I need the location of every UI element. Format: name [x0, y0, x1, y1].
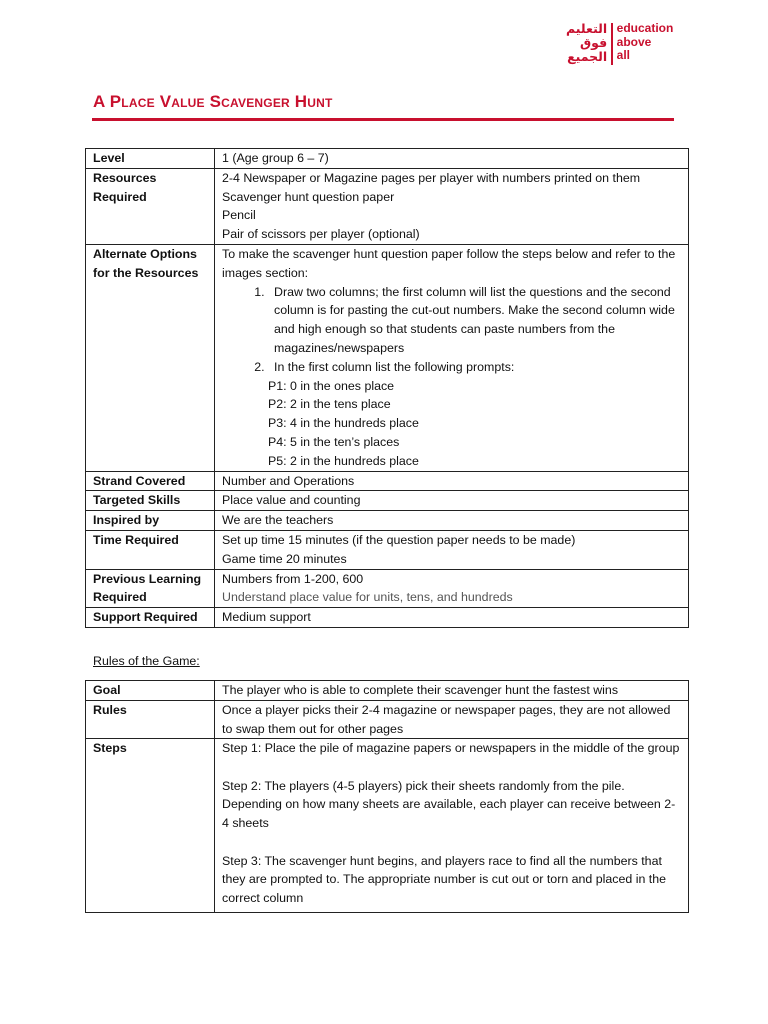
- logo-english-line: above: [616, 34, 652, 49]
- logo-arabic-text: [566, 22, 611, 66]
- logo-english-line: all: [616, 48, 630, 62]
- row-label-strand: Strand Covered: [86, 471, 215, 491]
- table-row: [86, 149, 689, 169]
- table-row: [86, 471, 689, 491]
- step-spacer: [222, 908, 681, 912]
- row-value-skills: Place value and counting: [215, 491, 689, 511]
- row-value-resources: [215, 168, 689, 244]
- row-label-inspired: Inspired by: [86, 511, 215, 531]
- step-spacer: [222, 758, 681, 777]
- row-label-time: Time Required: [86, 530, 215, 569]
- logo-english-text: [613, 22, 674, 66]
- row-value-support: Medium support: [215, 608, 689, 628]
- resource-item: Pencil: [222, 208, 256, 223]
- step-item: Step 2: The players (4-5 players) pick their sheets randomly from the pile. Depending on how many sheets are available, each player can receive between 2-4 sheets: [222, 778, 676, 831]
- prompt-item: P1: 0 in the ones place: [268, 378, 395, 393]
- alternate-steps-list: [222, 283, 681, 377]
- row-value-time: [215, 530, 689, 569]
- row-label-alternate: Alternate Options for the Resources: [86, 244, 215, 471]
- row-value-goal: The player who is able to complete their scavenger hunt the fastest wins: [215, 681, 689, 701]
- row-value-steps: [215, 739, 689, 913]
- logo-arabic-line: فوق: [579, 35, 608, 50]
- table-row: [86, 530, 689, 569]
- logo-english-line: education: [616, 21, 674, 35]
- row-label-support: Support Required: [86, 608, 215, 628]
- time-item: Set up time 15 minutes (if the question paper needs to be made): [222, 532, 576, 547]
- row-label-level: Level: [86, 149, 215, 169]
- table-row: [86, 700, 689, 739]
- prompt-list: [222, 377, 681, 471]
- step-item: Step 1: Place the pile of magazine papers or newspapers in the middle of the group: [222, 741, 680, 756]
- logo-arabic-line: الجميع: [567, 49, 608, 64]
- time-item: Game time 20 minutes: [222, 551, 347, 566]
- table-row: [86, 569, 689, 608]
- rules-table: [85, 680, 689, 913]
- resource-item: Pair of scissors per player (optional): [222, 227, 420, 242]
- resource-item: 2-4 Newspaper or Magazine pages per player with numbers printed on them: [222, 170, 641, 185]
- step-spacer: [222, 833, 681, 852]
- row-value-alternate: [215, 244, 689, 471]
- previous-item: Understand place value for units, tens, and hundreds: [222, 590, 513, 605]
- row-label-resources: Resources Required: [86, 168, 215, 244]
- row-value-inspired: We are the teachers: [215, 511, 689, 531]
- resource-item: Scavenger hunt question paper: [222, 189, 395, 204]
- row-label-previous: Previous Learning Required: [86, 569, 215, 608]
- table-row: [86, 681, 689, 701]
- prompt-item: P4: 5 in the ten’s places: [268, 434, 400, 449]
- table-row: [86, 491, 689, 511]
- alternate-intro: To make the scavenger hunt question paper follow the steps below and refer to the images section:: [222, 246, 676, 280]
- prompt-item: P5: 2 in the hundreds place: [268, 453, 419, 468]
- alternate-step: 2. In the first column list the following prompts:: [268, 358, 681, 377]
- row-value-level: 1 (Age group 6 – 7): [215, 149, 689, 169]
- previous-item: Numbers from 1-200, 600: [222, 571, 364, 586]
- row-value-strand: Number and Operations: [215, 471, 689, 491]
- row-label-goal: Goal: [86, 681, 215, 701]
- document-title: A Place Value Scavenger Hunt: [93, 92, 333, 111]
- table-row: [86, 739, 689, 913]
- title-underline: [92, 118, 674, 121]
- table-row: [86, 168, 689, 244]
- rules-heading: Rules of the Game:: [93, 654, 200, 668]
- row-value-rules: Once a player picks their 2-4 magazine or newspaper pages, they are not allowed to swap them out for other pages: [215, 700, 689, 739]
- table-row: [86, 608, 689, 628]
- logo-arabic-line: التعليم: [566, 21, 608, 36]
- row-label-steps: Steps: [86, 739, 215, 913]
- row-label-skills: Targeted Skills: [86, 491, 215, 511]
- step-item: Step 3: The scavenger hunt begins, and players race to find all the numbers that they are prompted to. The appropriate number is cut out or torn and placed in the correct column: [222, 853, 667, 906]
- activity-info-table: [85, 148, 689, 628]
- row-value-previous: [215, 569, 689, 608]
- prompt-item: P2: 2 in the tens place: [268, 397, 391, 412]
- row-label-rules: Rules: [86, 700, 215, 739]
- prompt-item: P3: 4 in the hundreds place: [268, 416, 419, 431]
- education-above-all-logo: [566, 22, 673, 66]
- table-row: [86, 244, 689, 471]
- alternate-step: 1. Draw two columns; the first column will list the questions and the second column is for pasting the cut-out numbers. Make the second column wide and high enough so that students can paste numbers from the magazines/newspapers: [268, 283, 681, 358]
- table-row: [86, 511, 689, 531]
